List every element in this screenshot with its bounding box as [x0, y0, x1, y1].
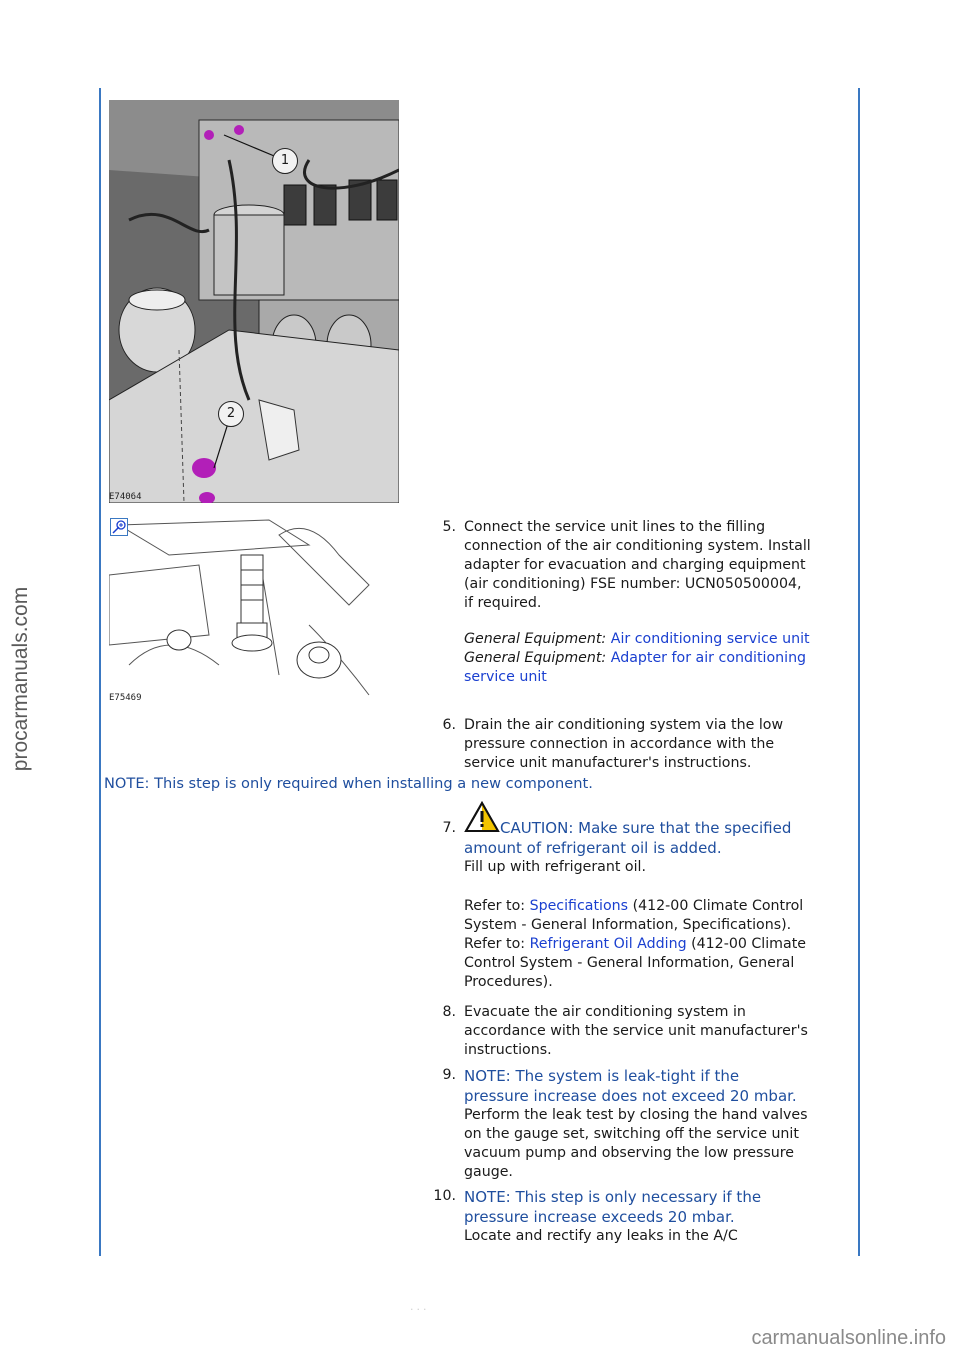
- step-text: adapter for evacuation and charging equipment: [464, 557, 806, 573]
- refrigerant-oil-adding-link[interactable]: Refrigerant Oil Adding: [529, 936, 687, 952]
- engine-bay-illustration: [109, 100, 399, 503]
- step-text: pressure connection in accordance with the: [464, 736, 775, 752]
- step-7: [404, 805, 854, 992]
- step-text: Fill up with refrigerant oil.: [464, 859, 646, 875]
- reference-text: (412-00 Climate Control: [632, 898, 804, 914]
- footer-watermark: carmanualsonline.info: [751, 1327, 946, 1349]
- step-5: [404, 518, 854, 687]
- step-text: Connect the service unit lines to the filling: [464, 519, 766, 535]
- callout-2-number: 2: [226, 406, 236, 421]
- callout-1-number: 1: [280, 153, 290, 168]
- equipment-line: [464, 630, 854, 649]
- specifications-link[interactable]: Specifications: [529, 898, 629, 914]
- equipment-label: General Equipment:: [464, 650, 607, 666]
- caution-line: [464, 805, 854, 838]
- warning-icon: [464, 801, 500, 833]
- step-text: connection of the air conditioning system. Install: [464, 538, 811, 554]
- step-number: 8.: [442, 1004, 456, 1020]
- step-number: 5.: [442, 519, 456, 535]
- note-text: NOTE: This step is only necessary if the: [464, 1188, 762, 1206]
- step-text: Locate and rectify any leaks in the A/C: [464, 1228, 738, 1244]
- step-8: [404, 1003, 854, 1060]
- installation-note: NOTE: This step is only required when installing a new component.: [104, 775, 593, 792]
- figure-1-label: E74064: [109, 492, 142, 502]
- equipment-label: General Equipment:: [464, 631, 607, 647]
- step-number: 9.: [442, 1067, 456, 1083]
- step-text: if required.: [464, 595, 542, 611]
- zoom-icon[interactable]: [110, 518, 128, 536]
- note-text: pressure increase does not exceed 20 mbar.: [464, 1087, 797, 1105]
- note-text: NOTE: The system is leak-tight if the: [464, 1067, 740, 1085]
- reference-prefix: Refer to:: [464, 898, 526, 914]
- step-text: service unit manufacturer's instructions.: [464, 755, 752, 771]
- equipment-link-adapter-cont[interactable]: service unit: [464, 669, 547, 685]
- equipment-link-adapter[interactable]: Adapter for air conditioning: [610, 650, 807, 666]
- filling-connection-illustration: [109, 515, 399, 705]
- step-text: on the gauge set, switching off the service unit: [464, 1126, 799, 1142]
- note-text: pressure increase exceeds 20 mbar.: [464, 1208, 735, 1226]
- reference-line: [464, 897, 854, 916]
- step-text: accordance with the service unit manufacturer's: [464, 1023, 808, 1039]
- step-number: 7.: [442, 820, 456, 836]
- reference-text: System - General Information, Specifications).: [464, 917, 792, 933]
- step-number: 6.: [442, 717, 456, 733]
- callout-1: [272, 148, 298, 174]
- step-10: [404, 1187, 854, 1246]
- faint-page-number: ...: [410, 1300, 430, 1313]
- step-text: Drain the air conditioning system via the low: [464, 717, 784, 733]
- reference-text: Procedures).: [464, 974, 553, 990]
- reference-prefix: Refer to:: [464, 936, 526, 952]
- equipment-line: [464, 649, 854, 668]
- left-page-rule: [99, 88, 101, 1256]
- side-watermark: [4, 0, 38, 1358]
- caution-text: amount of refrigerant oil is added.: [464, 839, 722, 857]
- step-text: vacuum pump and observing the low pressure: [464, 1145, 795, 1161]
- filling-connection-drawing: [109, 515, 399, 705]
- caution-text: CAUTION: Make sure that the specified: [500, 819, 792, 837]
- reference-text: Control System - General Information, General: [464, 955, 795, 971]
- engine-bay-drawing: [109, 100, 399, 503]
- right-page-rule: [858, 88, 860, 1256]
- step-text: instructions.: [464, 1042, 552, 1058]
- equipment-link-ac-service-unit[interactable]: Air conditioning service unit: [610, 631, 810, 647]
- side-watermark-text: procarmanuals.com: [9, 586, 32, 772]
- callout-2: [218, 401, 244, 427]
- step-text: Evacuate the air conditioning system in: [464, 1004, 746, 1020]
- figure-2-label: E75469: [109, 693, 142, 703]
- step-9: [404, 1066, 854, 1182]
- step-6: [404, 716, 854, 773]
- reference-text: (412-00 Climate: [691, 936, 806, 952]
- step-number: 10.: [433, 1188, 456, 1204]
- reference-line: [464, 935, 854, 954]
- step-text: (air conditioning) FSE number: UCN050500004,: [464, 576, 802, 592]
- step-text: Perform the leak test by closing the hand valves: [464, 1107, 808, 1123]
- step-text: gauge.: [464, 1164, 513, 1180]
